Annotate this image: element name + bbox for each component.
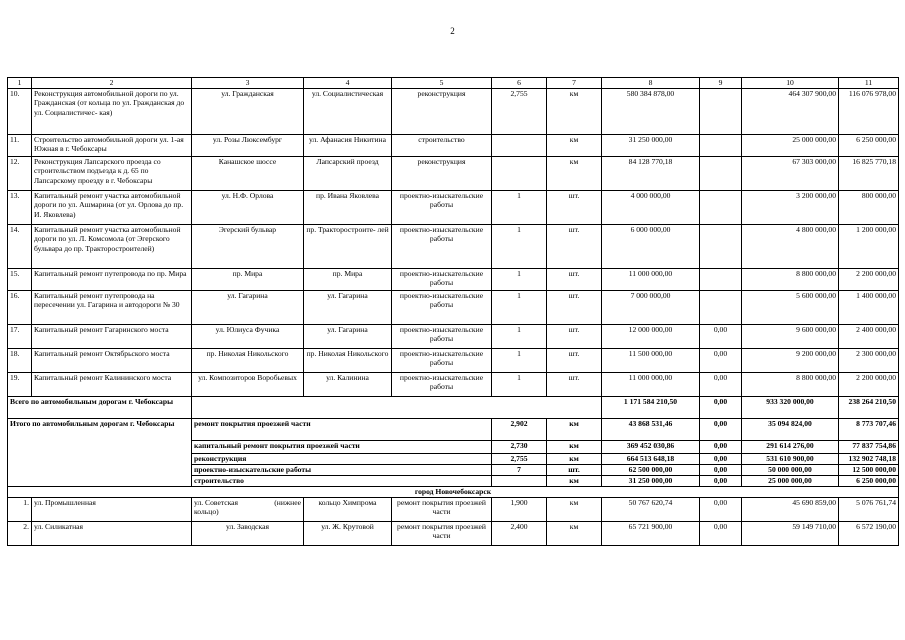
- itogo-unit: км: [547, 454, 602, 465]
- itogo-col9: 0,00: [700, 441, 742, 454]
- itogo-total: 664 513 648,18: [602, 454, 700, 465]
- col11-amount: 16 825 770,18: [839, 157, 899, 191]
- table-row: [8, 157, 899, 191]
- itogo-col11: 12 500 000,00: [839, 465, 899, 476]
- col10-amount: 5 600 000,00: [742, 291, 839, 325]
- row-number: 11.: [8, 135, 32, 157]
- object-name: Капитальный ремонт Калининского моста: [32, 373, 192, 397]
- from-point: ул. Юлиуса Фучика: [192, 325, 304, 349]
- table-row: [8, 89, 899, 135]
- from-point: ул. Н.Ф. Орлова: [192, 191, 304, 225]
- work-type: проектно-изыскательские работы: [392, 191, 492, 225]
- total-amount: 580 384 878,00: [602, 89, 700, 135]
- total-amount: 11 500 000,00: [602, 349, 700, 373]
- col9-amount: 0,00: [700, 325, 742, 349]
- to-point: пр. Ивана Яковлева: [304, 191, 392, 225]
- unit: км: [547, 498, 602, 522]
- col-num: 9: [700, 78, 742, 89]
- col9-amount: 0,00: [700, 349, 742, 373]
- total-amount: 65 721 900,00: [602, 522, 700, 546]
- from-point-a: ул. Советская: [194, 498, 239, 507]
- quantity: 1: [492, 269, 547, 291]
- total-roads-col10: 933 320 000,00: [742, 397, 839, 419]
- object-name: Капитальный ремонт Октябрьского моста: [32, 349, 192, 373]
- col-num: 8: [602, 78, 700, 89]
- itogo-col11: 8 773 707,46: [839, 419, 899, 441]
- to-point: Лапсарский проезд: [304, 157, 392, 191]
- col-num: 2: [32, 78, 192, 89]
- city-header-row: [8, 487, 899, 498]
- itogo-unit: км: [547, 476, 602, 487]
- quantity: 1: [492, 349, 547, 373]
- work-type: реконструкция: [392, 89, 492, 135]
- from-point: ул. Композиторов Воробьевых: [192, 373, 304, 397]
- itogo-total: 31 250 000,00: [602, 476, 700, 487]
- col10-amount: 8 800 000,00: [742, 269, 839, 291]
- col9-amount: [700, 157, 742, 191]
- col9-amount: 0,00: [700, 498, 742, 522]
- total-roads-col11: 238 264 210,50: [839, 397, 899, 419]
- col11-amount: 6 250 000,00: [839, 135, 899, 157]
- col-num: 6: [492, 78, 547, 89]
- col9-amount: [700, 191, 742, 225]
- from-point: ул. Заводская: [192, 522, 304, 546]
- quantity: 1: [492, 191, 547, 225]
- quantity: 2,400: [492, 522, 547, 546]
- col-num: 3: [192, 78, 304, 89]
- object-name: Капитальный ремонт участка автомобильной дороги по ул. Л. Комсомола (от Эгерского бульвара до пр. Тракторостроителей): [32, 225, 192, 269]
- col11-amount: 1 400 000,00: [839, 291, 899, 325]
- from-point: Эгерский бульвар: [192, 225, 304, 269]
- quantity: 1: [492, 325, 547, 349]
- table-row: [8, 522, 899, 546]
- quantity: 1,900: [492, 498, 547, 522]
- table-row: [8, 373, 899, 397]
- row-number: 19.: [8, 373, 32, 397]
- total-amount: 50 767 620,74: [602, 498, 700, 522]
- unit: шт.: [547, 269, 602, 291]
- work-type: проектно-изыскательские работы: [392, 269, 492, 291]
- itogo-col11: 77 837 754,86: [839, 441, 899, 454]
- itogo-col9: 0,00: [700, 419, 742, 441]
- col10-amount: 4 800 000,00: [742, 225, 839, 269]
- total-amount: 6 000 000,00: [602, 225, 700, 269]
- itogo-kind: строительство: [192, 476, 492, 487]
- itogo-total: 62 500 000,00: [602, 465, 700, 476]
- itogo-total: 43 868 531,46: [602, 419, 700, 441]
- itogo-qty: 2,730: [492, 441, 547, 454]
- row-number: 15.: [8, 269, 32, 291]
- city-header: город Новочебоксарск: [8, 487, 899, 498]
- to-point: ул. Афанасия Никитина: [304, 135, 392, 157]
- itogo-total: 369 452 030,86: [602, 441, 700, 454]
- work-type: проектно-изыскательские работы: [392, 225, 492, 269]
- itogo-row: [8, 419, 899, 441]
- itogo-col9: 0,00: [700, 454, 742, 465]
- table-row: [8, 498, 899, 522]
- row-number: 17.: [8, 325, 32, 349]
- col9-amount: [700, 89, 742, 135]
- col10-amount: 67 303 000,00: [742, 157, 839, 191]
- unit: шт.: [547, 191, 602, 225]
- itogo-col9: 0,00: [700, 465, 742, 476]
- col10-amount: 45 690 859,00: [742, 498, 839, 522]
- object-name: Капитальный ремонт путепровода по пр. Мира: [32, 269, 192, 291]
- itogo-kind: реконструкция: [192, 454, 492, 465]
- work-type: проектно-изыскательские работы: [392, 373, 492, 397]
- col10-amount: 59 149 710,00: [742, 522, 839, 546]
- from-point: [192, 498, 304, 522]
- total-roads-amount: 1 171 584 210,50: [602, 397, 700, 419]
- unit: шт.: [547, 225, 602, 269]
- itogo-unit: км: [547, 441, 602, 454]
- itogo-unit: км: [547, 419, 602, 441]
- itogo-qty: 7: [492, 465, 547, 476]
- col9-amount: [700, 269, 742, 291]
- from-point-line1: [194, 498, 301, 507]
- col-num: 10: [742, 78, 839, 89]
- to-point: кольцо Химпрома: [304, 498, 392, 522]
- col10-amount: 9 200 000,00: [742, 349, 839, 373]
- col9-amount: [700, 291, 742, 325]
- itogo-col11: 6 250 000,00: [839, 476, 899, 487]
- table-row: [8, 225, 899, 269]
- itogo-kind: капитальный ремонт покрытия проезжей части: [192, 441, 492, 454]
- total-amount: 31 250 000,00: [602, 135, 700, 157]
- to-point: ул. Гагарина: [304, 325, 392, 349]
- work-type: ремонт покрытия проезжей части: [392, 498, 492, 522]
- total-amount: 7 000 000,00: [602, 291, 700, 325]
- work-type: реконструкция: [392, 157, 492, 191]
- to-point: пр. Мира: [304, 269, 392, 291]
- from-point: ул. Розы Люксембург: [192, 135, 304, 157]
- to-point: ул. Гагарина: [304, 291, 392, 325]
- itogo-col10: 25 000 000,00: [742, 476, 839, 487]
- itogo-qty: [492, 476, 547, 487]
- unit: км: [547, 522, 602, 546]
- itogo-kind: ремонт покрытия проезжей части: [192, 419, 492, 441]
- from-point: Канашское шоссе: [192, 157, 304, 191]
- row-number: 14.: [8, 225, 32, 269]
- col11-amount: 6 572 190,00: [839, 522, 899, 546]
- total-amount: 84 128 770,18: [602, 157, 700, 191]
- col11-amount: 5 076 761,74: [839, 498, 899, 522]
- row-number: 1.: [8, 498, 32, 522]
- object-name: Реконструкция автомобильной дороги по ул. Гражданская (от кольца по ул. Гражданская до ул. Социалистичес- кая): [32, 89, 192, 135]
- unit: шт.: [547, 373, 602, 397]
- unit: шт.: [547, 349, 602, 373]
- from-point: пр. Мира: [192, 269, 304, 291]
- col9-amount: [700, 135, 742, 157]
- object-name: ул. Силикатная: [32, 522, 192, 546]
- col9-amount: 0,00: [700, 522, 742, 546]
- itogo-kind: проектно-изыскательские работы: [192, 465, 492, 476]
- itogo-col10: 50 000 000,00: [742, 465, 839, 476]
- to-point: пр. Тракторостроите- лей: [304, 225, 392, 269]
- table-row: [8, 135, 899, 157]
- col10-amount: 464 307 900,00: [742, 89, 839, 135]
- col-num: 7: [547, 78, 602, 89]
- object-name: Реконструкция Лапсарского проезда со строительством подъезда к д. 65 по Лапсарскому проезду в г. Чебоксары: [32, 157, 192, 191]
- col11-amount: 1 200 000,00: [839, 225, 899, 269]
- table-row: [8, 269, 899, 291]
- col9-amount: 0,00: [700, 373, 742, 397]
- col11-amount: 800 000,00: [839, 191, 899, 225]
- itogo-label: Итого по автомобильным дорогам г. Чебоксары: [8, 419, 192, 487]
- row-number: 13.: [8, 191, 32, 225]
- itogo-unit: шт.: [547, 465, 602, 476]
- quantity: [492, 135, 547, 157]
- from-point: ул. Гагарина: [192, 291, 304, 325]
- object-name: Капитальный ремонт Гагаринского моста: [32, 325, 192, 349]
- total-roads-row: [8, 397, 899, 419]
- from-point-c: кольцо): [194, 507, 219, 517]
- quantity: 1: [492, 291, 547, 325]
- total-amount: 4 000 000,00: [602, 191, 700, 225]
- from-point-b: (нижнее: [274, 498, 301, 507]
- row-number: 2.: [8, 522, 32, 546]
- itogo-qty: 2,755: [492, 454, 547, 465]
- total-amount: 11 000 000,00: [602, 269, 700, 291]
- table-row: [8, 291, 899, 325]
- unit: шт.: [547, 291, 602, 325]
- col10-amount: 3 200 000,00: [742, 191, 839, 225]
- work-type: ремонт покрытия проезжей части: [392, 522, 492, 546]
- quantity: 2,755: [492, 89, 547, 135]
- object-name: ул. Промышленная: [32, 498, 192, 522]
- col11-amount: 2 300 000,00: [839, 349, 899, 373]
- itogo-col11: 132 902 748,18: [839, 454, 899, 465]
- work-type: проектно-изыскательские работы: [392, 349, 492, 373]
- table-row: [8, 191, 899, 225]
- to-point: ул. Ж. Крутовой: [304, 522, 392, 546]
- col11-amount: 116 076 978,00: [839, 89, 899, 135]
- quantity: 1: [492, 225, 547, 269]
- col11-amount: 2 400 000,00: [839, 325, 899, 349]
- total-amount: 12 000 000,00: [602, 325, 700, 349]
- col11-amount: 2 200 000,00: [839, 269, 899, 291]
- from-point: пр. Николая Никольского: [192, 349, 304, 373]
- quantity: 1: [492, 373, 547, 397]
- col10-amount: 25 000 000,00: [742, 135, 839, 157]
- col-num: 1: [8, 78, 32, 89]
- col10-amount: 8 800 000,00: [742, 373, 839, 397]
- itogo-col10: 531 610 900,00: [742, 454, 839, 465]
- from-point: ул. Гражданская: [192, 89, 304, 135]
- unit: км: [547, 89, 602, 135]
- col-num: 5: [392, 78, 492, 89]
- total-roads-label: Всего по автомобильным дорогам г. Чебоксары: [8, 397, 192, 419]
- row-number: 10.: [8, 89, 32, 135]
- to-point: ул. Калинина: [304, 373, 392, 397]
- work-type: проектно-изыскательские работы: [392, 291, 492, 325]
- work-type: строительство: [392, 135, 492, 157]
- object-name: Строительство автомобильной дороги ул. 1-ая Южная в г. Чебоксары: [32, 135, 192, 157]
- col11-amount: 2 200 000,00: [839, 373, 899, 397]
- column-number-row: [8, 78, 899, 89]
- col9-amount: [700, 225, 742, 269]
- to-point: пр. Николая Никольского: [304, 349, 392, 373]
- unit: км: [547, 135, 602, 157]
- total-amount: 11 000 000,00: [602, 373, 700, 397]
- itogo-col10: 291 614 276,00: [742, 441, 839, 454]
- row-number: 18.: [8, 349, 32, 373]
- budget-table: [7, 77, 899, 546]
- work-type: проектно-изыскательские работы: [392, 325, 492, 349]
- quantity: [492, 157, 547, 191]
- page-number: 2: [450, 26, 455, 36]
- object-name: Капитальный ремонт участка автомобильной дороги по ул. Ашмарина (от ул. Орлова до пр. И. Яковлева): [32, 191, 192, 225]
- object-name: Капитальный ремонт путепровода на пересечении ул. Гагарина и автодороги № 30: [32, 291, 192, 325]
- row-number: 12.: [8, 157, 32, 191]
- unit: шт.: [547, 325, 602, 349]
- itogo-col9: 0,00: [700, 476, 742, 487]
- col-num: 4: [304, 78, 392, 89]
- col10-amount: 9 600 000,00: [742, 325, 839, 349]
- table-row: [8, 349, 899, 373]
- col-num: 11: [839, 78, 899, 89]
- total-roads-col9: 0,00: [700, 397, 742, 419]
- unit: км: [547, 157, 602, 191]
- table-row: [8, 325, 899, 349]
- total-roads-blank: [192, 397, 602, 419]
- itogo-col10: 35 094 824,00: [742, 419, 839, 441]
- itogo-qty: 2,902: [492, 419, 547, 441]
- row-number: 16.: [8, 291, 32, 325]
- to-point: ул. Социалистическая: [304, 89, 392, 135]
